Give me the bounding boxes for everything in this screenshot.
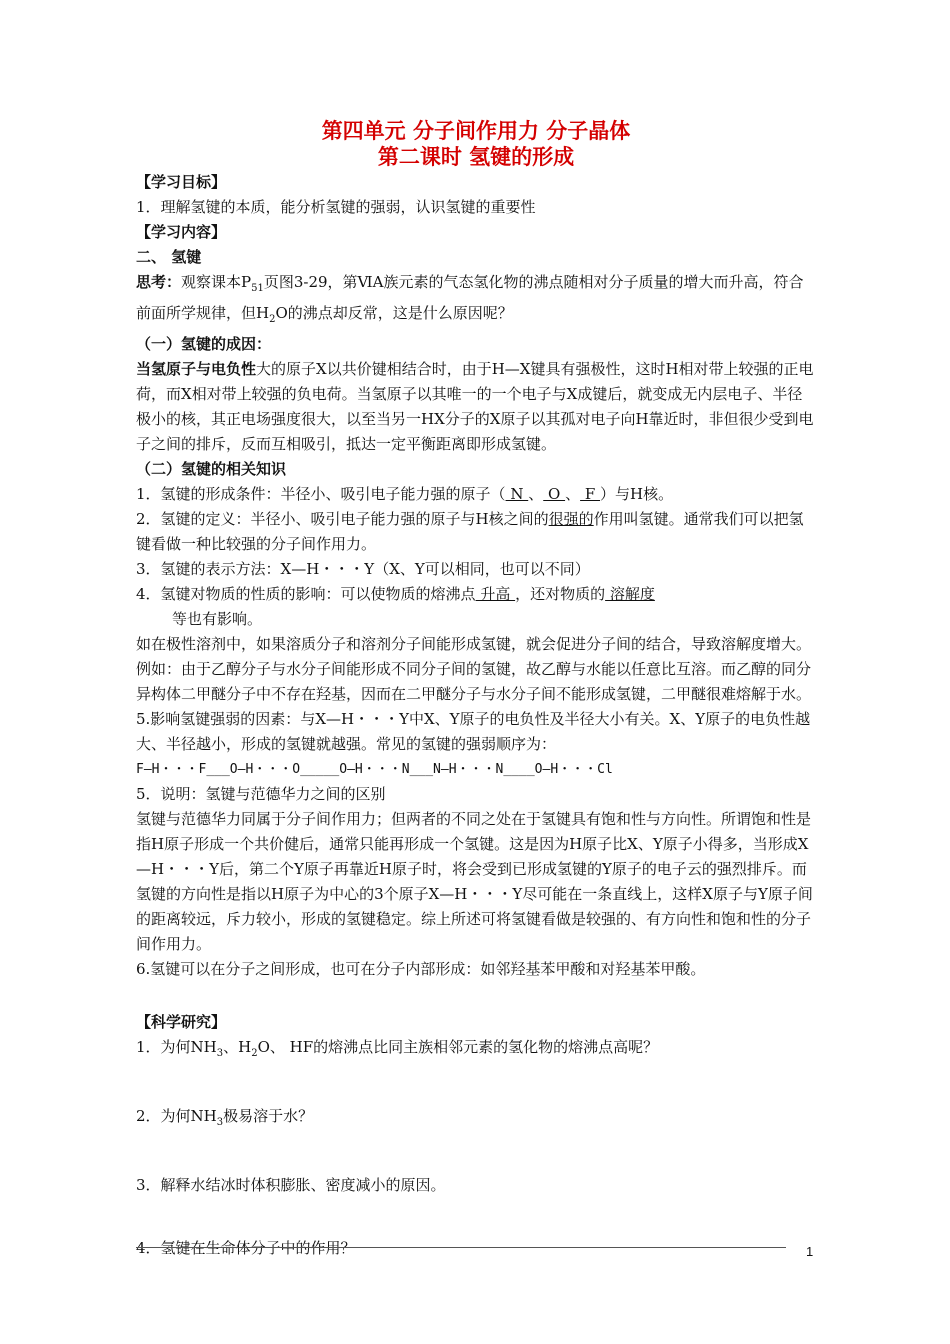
title-line1: 第四单元 分子间作用力 分子晶体 (321, 119, 631, 143)
knowledge-item-5a: 5.影响氢键强弱的因素：与X—H・・・Y中X、Y原子的电负性及半径大小有关。X、Y原子的电负性越大、半径越小，形成的氢键就越强。常见的氢键的强弱顺序为： (136, 710, 811, 753)
cause-heading: （一）氢键的成因： (136, 335, 272, 353)
knowledge-item-1: 1．氢键的形成条件：半径小、吸引电子能力强的原子（ N 、 O 、 F ）与H核。 (136, 485, 674, 503)
knowledge-heading: （二）氢键的相关知识 (136, 460, 287, 478)
question-2: 2．为何$NH_3$极易溶于水？ (136, 1107, 314, 1128)
think-paragraph: 思考：观察课本$P_{51}$页图3-29，第ⅥA族元素的气态氢化物的沸点随相对分子质量的增大而升高，符合前面所学规律，但$H_2O$的沸点却反常，这是什么原因呢？ (136, 273, 804, 325)
question-3: 3．解释水结冰时体积膨胀、密度减小的原因。 (136, 1176, 446, 1194)
goal-heading: 【学习目标】 (136, 173, 227, 191)
knowledge-item-5b: 5．说明：氢键与范德华力之间的区别 (136, 785, 386, 803)
knowledge-item-2: 2．氢键的定义：半径小、吸引电子能力强的原子与H核之间的很强的作用叫氢键。通常我们可以把氢键看做一种比较强的分子间作用力。 (136, 510, 804, 553)
knowledge-item-6: 6.氢键可以在分子之间形成，也可在分子内部形成：如邻羟基苯甲酸和对羟基苯甲酸。 (136, 960, 706, 978)
strength-order: F—H・・・F___O—H・・・O_____O—H・・・N___N—H・・・N____O—H・・・Cl (136, 762, 613, 777)
cause-paragraph: 当氢原子与电负性大的原子X以共价键相结合时，由于H—X键具有强极性，这时H相对带上较强的正电荷，而X相对带上较强的负电荷。当氢原子以其唯一的一个电子与X成键后，就变成无内层电子、半径极小的核，其正电场强度很大，以至当另一HX分子的X原子以其孤对电子向H靠近时，非但很少受到电子之间的排斥，反而互相吸引，抵达一定平衡距离即形成氢键。 (136, 360, 814, 453)
footer-divider (136, 1247, 786, 1248)
section2-heading: 二、 氢键 (136, 248, 202, 266)
vdw-paragraph: 氢键与范德华力同属于分子间作用力；但两者的不同之处在于氢键具有饱和性与方向性。所谓饱和性是指H原子形成一个共价健后，通常只能再形成一个氢键。这是因为H原子比X、Y原子小得多，当形成X—H・・・Y后，第二个Y原子再靠近H原子时，将会受到已形成氢键的Y原子的电子云的强烈排斥。而氢键的方向性是指以H原子为中心的3个原子X—H・・・Y尽可能在一条直线上，这样X原子与Y原子间的距离较远，斥力较小，形成的氢键稳定。综上所述可将氢键看做是较强的、有方向性和饱和性的分子间作用力。 (136, 810, 813, 953)
think-label: 思考： (136, 273, 182, 291)
document-page (136, 118, 816, 1261)
question-1: 1．为何$NH_3$、$H_2O$、 HF的熔沸点比同主族相邻元素的氢化物的熔沸点高呢？ (136, 1038, 659, 1059)
title-line2: 第二课时 氢键的形成 (377, 145, 575, 169)
knowledge-item-4: 4．氢键对物质的性质的影响：可以使物质的熔沸点 升高 ，还对物质的 溶解度 等也有影响。 (136, 585, 655, 628)
polar-solvent-paragraph: 如在极性溶剂中，如果溶质分子和溶剂分子间能形成氢键，就会促进分子间的结合，导致溶解度增大。例如：由于乙醇分子与水分子间能形成不同分子间的氢键，故乙醇与水能以任意比互溶。而乙醇的同分异构体二甲醚分子中不存在羟基，因而在二甲醚分子与水分子间不能形成氢键，二甲醚很难熔解于水。 (136, 635, 812, 703)
question-4: 4．氢键在生命体分子中的作用？ (136, 1239, 356, 1257)
knowledge-item-3: 3．氢键的表示方法：X—H・・・Y（X、Y可以相同，也可以不同） (136, 560, 590, 578)
page-number: 1 (806, 1244, 814, 1259)
research-heading: 【科学研究】 (136, 1013, 227, 1031)
content-heading: 【学习内容】 (136, 223, 227, 241)
goal-item-1: 1．理解氢键的本质，能分析氢键的强弱，认识氢键的重要性 (136, 198, 536, 216)
